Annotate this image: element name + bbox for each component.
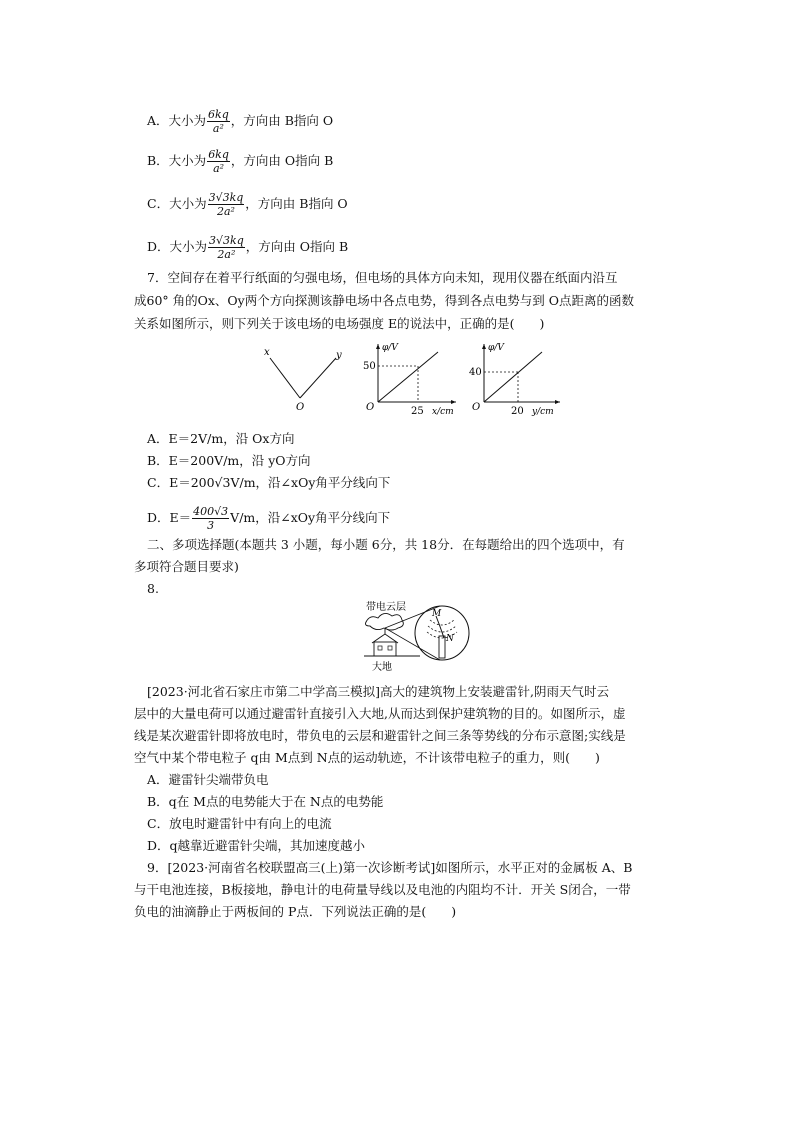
q7-option-d: D．E＝ $\frac{400√3}{3}$ V/m，沿∠xOy角平分线向下 (147, 505, 391, 532)
q6-option-d: D．大小为 $\frac{3√3kq}{\text{2a²}}$ ，方向由 O指向 B (147, 234, 349, 261)
fraction: $\frac{3√3kq}{\text{2a²}}$ (209, 234, 244, 261)
q8-number: 8. (147, 581, 159, 596)
graph-xlabel: x/cm (432, 407, 454, 417)
graph-ytick: 40 (469, 367, 482, 378)
axis-x-label: x (264, 347, 270, 358)
q8-lightning-rod-figure (360, 598, 478, 676)
q8-option-b: B．q在 M点的电势能大于在 N点的电势能 (147, 794, 384, 809)
q7-stem-line1: 7．空间存在着平行纸面的匀强电场，但电场的具体方向未知，现用仪器在纸面内沿互 (147, 270, 618, 285)
q7-graph-x (360, 338, 460, 418)
q8-stem-line4: 空气中某个带电粒子 q由 M点到 N点的运动轨迹，不计该带电粒子的重力，则( ) (134, 750, 600, 765)
cloud-label: 带电云层 (366, 602, 406, 613)
fraction: $\frac{6kq}{\text{a²}}$ (208, 108, 229, 135)
q8-stem-line3: 线是某次避雷针即将放电时，带负电的云层和避雷针之间三条等势线的分布示意图;实线是 (134, 728, 626, 743)
q9-stem-line3: 负电的油滴静止于两板间的 P点．下列说法正确的是( ) (134, 904, 457, 919)
q7-graph-y (466, 338, 566, 418)
q7-angle-figure (258, 340, 358, 415)
q7-stem-line3: 关系如图所示，则下列关于该电场的电场强度 E的说法中，正确的是( ) (134, 316, 545, 331)
graph-ytick: 50 (363, 361, 376, 372)
q7-option-c: C．E＝200√3V/m，沿∠xOy角平分线向下 (147, 475, 391, 490)
point-n-label: N (446, 634, 454, 644)
fraction: $\frac{3√3kq}{\text{2a²}}$ (208, 191, 244, 218)
graph-xlabel: y/cm (532, 407, 554, 417)
q9-stem-line2: 与干电池连接，B板接地，静电计的电荷量导线以及电池的内阻均不计．开关 S闭合，一带 (134, 882, 631, 897)
q6-option-a: A．大小为 $\frac{6kq}{\text{a²}}$ ，方向由 B指向 O (147, 108, 334, 135)
section2-heading-line1: 二、多项选择题(本题共 3 小题，每小题 6分，共 18分．在每题给出的四个选项中，有 (147, 537, 625, 552)
q7-option-a: A．E＝2V/m，沿 Ox方向 (147, 431, 295, 446)
fraction: $\frac{400√3}{3}$ (193, 505, 229, 532)
q8-stem-line2: 层中的大量电荷可以通过避雷针直接引入大地,从而达到保护建筑物的目的。如图所示，虚 (134, 706, 626, 721)
axis-y-label: y (336, 350, 342, 361)
graph-origin: O (472, 402, 481, 413)
ground-label: 大地 (372, 662, 392, 673)
origin-label: O (296, 402, 305, 413)
q8-option-d: D．q越靠近避雷针尖端，其加速度越小 (147, 838, 366, 853)
q7-stem-line2: 成60° 角的Ox、Oy两个方向探测该静电场中各点电势，得到各点电势与到 O点距离的函数 (134, 293, 634, 308)
graph-ylabel: φ/V (382, 343, 398, 353)
graph-origin: O (366, 402, 375, 413)
q9-stem-line1: 9．[2023·河南省名校联盟高三(上)第一次诊断考试]如图所示，水平正对的金属板 A、B (147, 860, 633, 875)
q8-option-c: C．放电时避雷针中有向上的电流 (147, 816, 332, 831)
fraction: $\frac{6kq}{\text{a²}}$ (208, 148, 229, 175)
graph-xtick: 20 (511, 406, 524, 417)
graph-ylabel: φ/V (488, 343, 504, 353)
q6-option-c: C．大小为 $\frac{3√3kq}{\text{2a²}}$ ，方向由 B指向 O (147, 191, 348, 218)
section2-heading-line2: 多项符合题目要求) (134, 559, 239, 574)
q8-stem-line1: [2023·河北省石家庄市第二中学高三模拟]高大的建筑物上安装避雷针,阴雨天气时云 (147, 684, 610, 699)
q7-option-b: B．E＝200V/m，沿 yO方向 (147, 453, 311, 468)
point-m-label: M (432, 609, 442, 619)
graph-xtick: 25 (411, 406, 424, 417)
q6-option-b: B．大小为 $\frac{6kq}{\text{a²}}$ ，方向由 O指向 B (147, 148, 334, 175)
q8-option-a: A．避雷针尖端带负电 (147, 772, 269, 787)
